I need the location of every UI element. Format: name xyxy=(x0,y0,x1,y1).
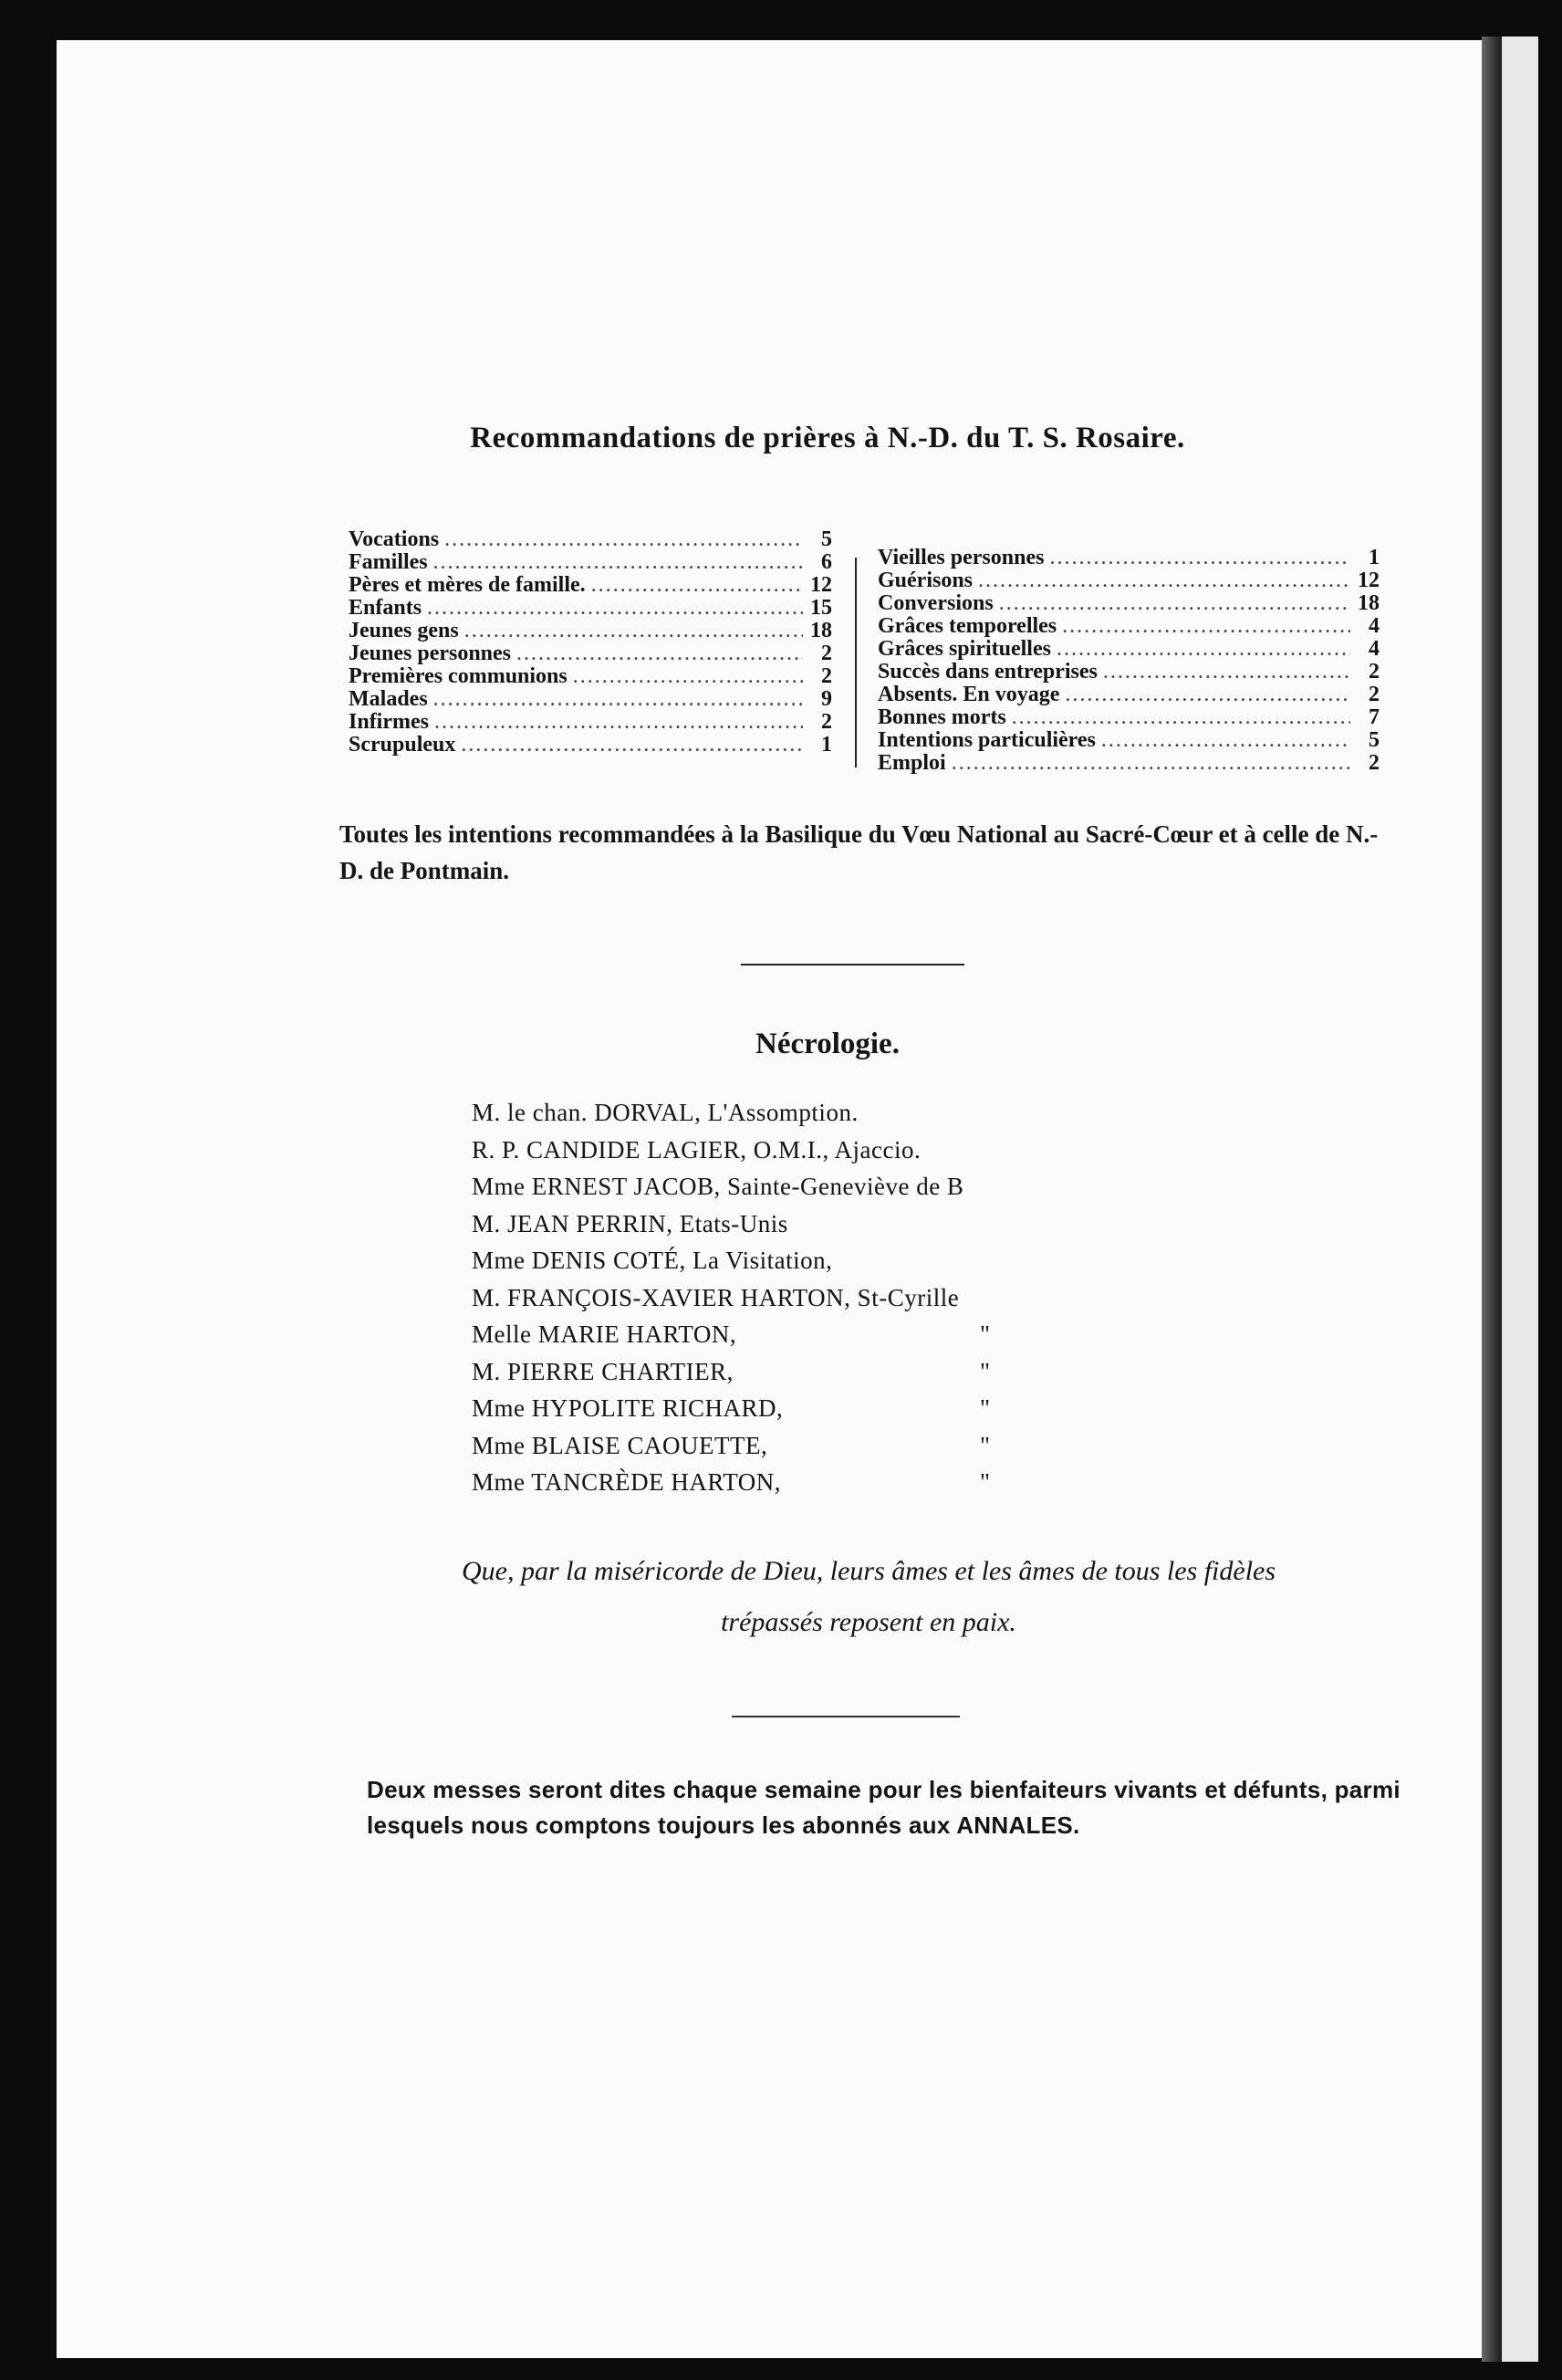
entry-name: Mme HYPOLITE RICHARD, xyxy=(472,1394,784,1422)
item-count: 2 xyxy=(821,664,832,688)
book-spine xyxy=(1482,37,1502,2362)
necrologie-title: Nécrologie. xyxy=(755,1028,900,1060)
item-count: 2 xyxy=(1369,683,1380,706)
prayer-text xyxy=(326,1546,1411,1648)
list-item xyxy=(472,1427,1293,1465)
next-page-edge xyxy=(1502,37,1538,2362)
item-label: Bonnes morts xyxy=(878,705,1006,729)
item-label: Grâces spirituelles xyxy=(878,637,1051,661)
item-count: 4 xyxy=(1369,637,1380,661)
entry-name: M. FRANÇOIS-XAVIER HARTON, St-Cyrille xyxy=(472,1283,960,1311)
item-count: 18 xyxy=(810,619,832,642)
ditto-mark: " xyxy=(980,1468,991,1496)
item-count: 5 xyxy=(1369,728,1380,752)
item-count: 12 xyxy=(1358,569,1380,592)
entry-name: M. JEAN PERRIN, Etats-Unis xyxy=(472,1209,788,1237)
ditto-mark: " xyxy=(980,1320,991,1348)
list-item xyxy=(878,684,1380,706)
list-item xyxy=(349,574,832,597)
list-item xyxy=(349,528,832,551)
item-label: Pères et mères de famille. xyxy=(349,573,586,597)
entry-name: Melle MARIE HARTON, xyxy=(472,1320,737,1348)
entry-name: Mme ERNEST JACOB, Sainte-Geneviève de B xyxy=(472,1173,964,1200)
list-item xyxy=(349,688,832,711)
prayer-line-1: Que, par la miséricorde de Dieu, leurs âmes et les âmes de tous les fidèles xyxy=(461,1556,1276,1586)
list-item xyxy=(472,1132,1293,1169)
item-label: Absents. En voyage xyxy=(878,683,1060,706)
item-count: 2 xyxy=(821,642,832,665)
list-item xyxy=(472,1168,1293,1206)
ditto-mark: " xyxy=(980,1394,991,1422)
entry-name: R. P. CANDIDE LAGIER, O.M.I., Ajaccio. xyxy=(472,1135,922,1164)
item-count: 15 xyxy=(810,596,832,620)
list-item xyxy=(472,1353,1293,1391)
section-divider xyxy=(741,964,964,966)
item-count: 5 xyxy=(821,527,832,551)
list-item xyxy=(472,1464,1293,1501)
column-divider xyxy=(855,558,857,767)
recommandations-title: Recommandations de prières à N.-D. du T. S. Rosaire. xyxy=(470,422,1185,454)
list-item xyxy=(349,642,832,665)
list-item xyxy=(878,638,1380,661)
list-item xyxy=(878,661,1380,684)
item-count: 2 xyxy=(821,710,832,734)
item-count: 2 xyxy=(1369,660,1380,684)
list-item xyxy=(878,569,1380,592)
recommandations-table xyxy=(349,528,1380,779)
recommandations-note: Toutes les intentions recommandées à la Basilique du Vœu National au Sacré-Cœur et à celle de N.-D. de Pontmain. xyxy=(339,820,1379,884)
recommandations-right-column xyxy=(878,547,1380,775)
item-count: 6 xyxy=(821,550,832,574)
ditto-mark: " xyxy=(980,1431,991,1459)
list-item xyxy=(472,1279,1293,1317)
list-item xyxy=(472,1390,1293,1427)
list-item xyxy=(472,1242,1293,1279)
entry-name: Mme BLAISE CAOUETTE, xyxy=(472,1431,768,1459)
item-label: Vocations xyxy=(349,527,440,551)
list-item xyxy=(878,547,1380,569)
entry-name: Mme DENIS COTÉ, La Visitation, xyxy=(472,1247,833,1274)
list-item xyxy=(878,592,1380,615)
item-label: Familles xyxy=(349,550,428,574)
item-label: Malades xyxy=(349,687,428,711)
prayer-line-2: trépassés reposent en paix. xyxy=(721,1607,1016,1637)
necrologie-list xyxy=(472,1094,1293,1501)
list-item xyxy=(878,706,1380,729)
item-count: 18 xyxy=(1358,591,1380,615)
item-label: Jeunes gens xyxy=(349,619,459,642)
item-count: 2 xyxy=(1369,751,1380,775)
entry-name: M. PIERRE CHARTIER, xyxy=(472,1357,734,1385)
list-item xyxy=(878,729,1380,752)
item-label: Emploi xyxy=(878,751,946,775)
item-count: 1 xyxy=(821,733,832,757)
list-item xyxy=(472,1206,1293,1243)
item-label: Scrupuleux xyxy=(349,733,456,757)
item-count: 1 xyxy=(1369,546,1380,569)
item-label: Premières communions xyxy=(349,664,568,688)
item-label: Infirmes xyxy=(349,710,429,734)
list-item xyxy=(349,734,832,757)
list-item xyxy=(349,711,832,734)
entry-name: M. le chan. DORVAL, L'Assomption. xyxy=(472,1099,859,1126)
list-item xyxy=(472,1316,1293,1353)
list-item xyxy=(349,597,832,620)
recommandations-left-column xyxy=(349,528,832,757)
list-item xyxy=(472,1094,1293,1132)
item-count: 9 xyxy=(821,687,832,711)
item-label: Jeunes personnes xyxy=(349,642,512,665)
document-page xyxy=(57,40,1482,2358)
item-label: Guérisons xyxy=(878,569,974,592)
item-count: 4 xyxy=(1369,614,1380,638)
item-count: 12 xyxy=(810,573,832,597)
item-label: Vieilles personnes xyxy=(878,546,1045,569)
list-item xyxy=(349,620,832,642)
ditto-mark: " xyxy=(980,1357,991,1385)
item-count: 7 xyxy=(1369,705,1380,729)
item-label: Intentions particulières xyxy=(878,728,1096,752)
list-item xyxy=(878,752,1380,775)
list-item xyxy=(878,615,1380,638)
item-label: Grâces temporelles xyxy=(878,614,1057,638)
list-item xyxy=(349,665,832,688)
entry-name: Mme TANCRÈDE HARTON, xyxy=(472,1468,781,1496)
item-label: Succès dans entreprises xyxy=(878,660,1098,684)
section-divider xyxy=(732,1716,960,1717)
list-item xyxy=(349,551,832,574)
item-label: Conversions xyxy=(878,591,994,615)
masses-notice: Deux messes seront dites chaque semaine pour les bienfaiteurs vivants et défunts, parmi lesquels nous comptons toujours les abonnés aux ANNALES. xyxy=(367,1776,1401,1839)
item-label: Enfants xyxy=(349,596,422,620)
